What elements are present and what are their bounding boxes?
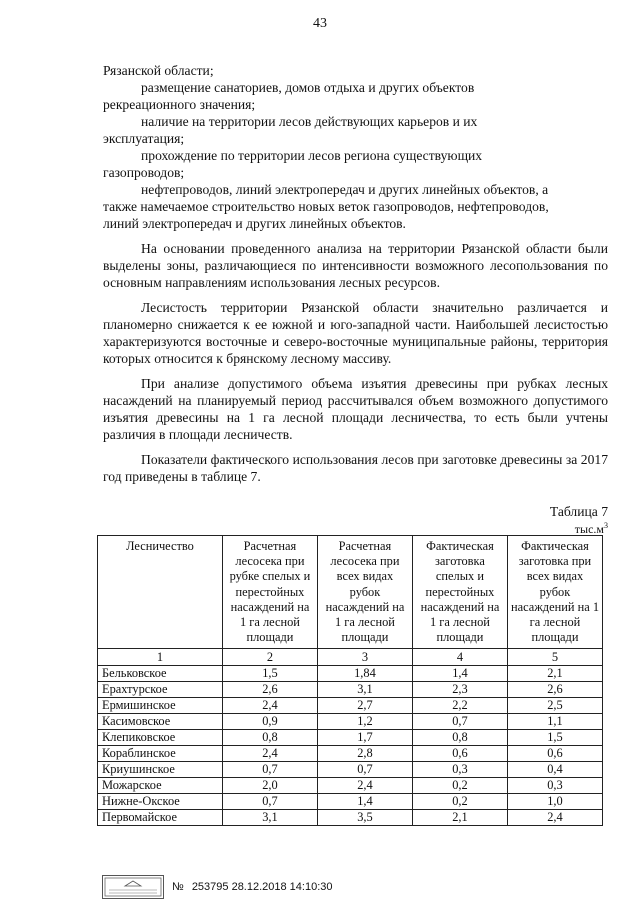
table-unit-sup: 3 [604,521,608,530]
forestry-name-cell: Нижне-Окское [98,794,223,810]
list-item-continuation: линий электропередач и других линейных объектов. [103,216,406,231]
value-cell: 2,6 [507,682,602,698]
table-row [98,666,603,682]
value-cell: 0,6 [412,746,507,762]
value-cell: 0,3 [412,762,507,778]
table-row [98,698,603,714]
document-stamp-text: 253795 28.12.2018 14:10:30 [191,881,333,893]
value-cell: 3,5 [317,810,412,826]
value-cell: 0,4 [507,762,602,778]
table-row [98,778,603,794]
value-cell: 2,7 [317,698,412,714]
table-unit-text: тыс.м [574,522,604,536]
value-cell: 1,2 [317,714,412,730]
value-cell: 1,7 [317,730,412,746]
value-cell: 0,8 [412,730,507,746]
list-item: размещение санаториев, домов отдыха и других объектов [141,80,475,95]
value-cell: 0,7 [317,762,412,778]
column-number: 5 [507,649,602,666]
value-cell: 0,7 [222,762,317,778]
table-row [98,746,603,762]
table-header-cell: Расчетная лесосека при рубке спелых и перестойных насаждений на 1 га лесной площади [222,536,317,649]
list-item-continuation: также намечаемое строительство новых веток газопроводов, нефтепроводов, [103,199,549,214]
value-cell: 2,4 [507,810,602,826]
page-number: 43 [313,16,327,31]
paragraph: При анализе допустимого объема изъятия древесины при рубках лесных насаждений на планируемый период рассчитывался объем возможного допустимого изъятия древесины на 1 га лесной площади лесничества, то есть были учтены различия в площади лесничеств. [103,376,608,442]
value-cell: 2,4 [222,698,317,714]
footer [102,875,333,899]
table-header-cell: Фактическая заготовка спелых и перестойных насаждений на 1 га лесной площади [412,536,507,649]
list-item-continuation: газопроводов; [103,165,185,180]
paragraph: На основании проведенного анализа на территории Рязанской области были выделены зоны, различающиеся по интенсивности возможного лесопользования по основным направлениям использования лесных ресурсов. [103,241,608,290]
column-number: 4 [412,649,507,666]
table-header-cell: Лесничество [98,536,223,649]
forestry-name-cell: Можарское [98,778,223,794]
list-item: наличие на территории лесов действующих карьеров и их [141,114,478,129]
column-number: 1 [98,649,223,666]
value-cell: 1,5 [507,730,602,746]
list-item: нефтепроводов, линий электропередач и других линейных объектов, а [141,182,549,197]
table-body [98,666,603,826]
forestry-name-cell: Ерахтурское [98,682,223,698]
value-cell: 0,7 [412,714,507,730]
value-cell: 2,8 [317,746,412,762]
value-cell: 3,1 [317,682,412,698]
value-cell: 0,9 [222,714,317,730]
body-text [103,62,608,485]
value-cell: 2,4 [317,778,412,794]
value-cell: 1,5 [222,666,317,682]
table-row [98,682,603,698]
paragraph: Рязанской области; [103,63,214,78]
value-cell: 2,6 [222,682,317,698]
registry-stamp-logo-icon [102,875,164,899]
value-cell: 2,1 [507,666,602,682]
value-cell: 1,4 [317,794,412,810]
value-cell: 1,84 [317,666,412,682]
list-item-continuation: эксплуатация; [103,131,185,146]
table-row [98,810,603,826]
value-cell: 0,2 [412,778,507,794]
paragraph: Лесистость территории Рязанской области значительно различается и планомерно снижается к ее южной и юго-западной части. Наибольшей лесистостью характеризуются восточные и северо-восточные муниципальные районы, территория которых относится к брянскому лесному массиву. [103,300,608,366]
value-cell: 0,8 [222,730,317,746]
table-header-cell: Расчетная лесосека при всех видах рубок насаждений на 1 га лесной площади [317,536,412,649]
value-cell: 0,6 [507,746,602,762]
value-cell: 3,1 [222,810,317,826]
document-number-icon: № [172,881,184,893]
forestry-name-cell: Кораблинское [98,746,223,762]
value-cell: 2,5 [507,698,602,714]
forestry-name-cell: Бельковское [98,666,223,682]
table-row [98,730,603,746]
value-cell: 2,2 [412,698,507,714]
value-cell: 2,4 [222,746,317,762]
value-cell: 2,3 [412,682,507,698]
column-number: 3 [317,649,412,666]
value-cell: 0,7 [222,794,317,810]
table-header-row [98,536,603,649]
value-cell: 1,4 [412,666,507,682]
value-cell: 1,1 [507,714,602,730]
forestry-name-cell: Криушинское [98,762,223,778]
table-row [98,794,603,810]
table-row [98,714,603,730]
value-cell: 0,2 [412,794,507,810]
table-header-cell: Фактическая заготовка при всех видах рубок насаждений на 1 га лесной площади [507,536,602,649]
forestry-name-cell: Касимовское [98,714,223,730]
value-cell: 1,0 [507,794,602,810]
table-row [98,762,603,778]
value-cell: 0,3 [507,778,602,794]
list-item: прохождение по территории лесов региона существующих [141,148,483,163]
forestry-name-cell: Первомайское [98,810,223,826]
column-number: 2 [222,649,317,666]
forestry-name-cell: Клепиковское [98,730,223,746]
value-cell: 2,0 [222,778,317,794]
table-column-numbers [98,649,603,666]
paragraph: Показатели фактического использования лесов при заготовке древесины за 2017 год приведены в таблице 7. [103,452,608,484]
value-cell: 2,1 [412,810,507,826]
table-caption: Таблица 7 [549,504,608,519]
data-table [97,535,603,826]
forestry-name-cell: Ермишинское [98,698,223,714]
list-item-continuation: рекреационного значения; [103,97,256,112]
